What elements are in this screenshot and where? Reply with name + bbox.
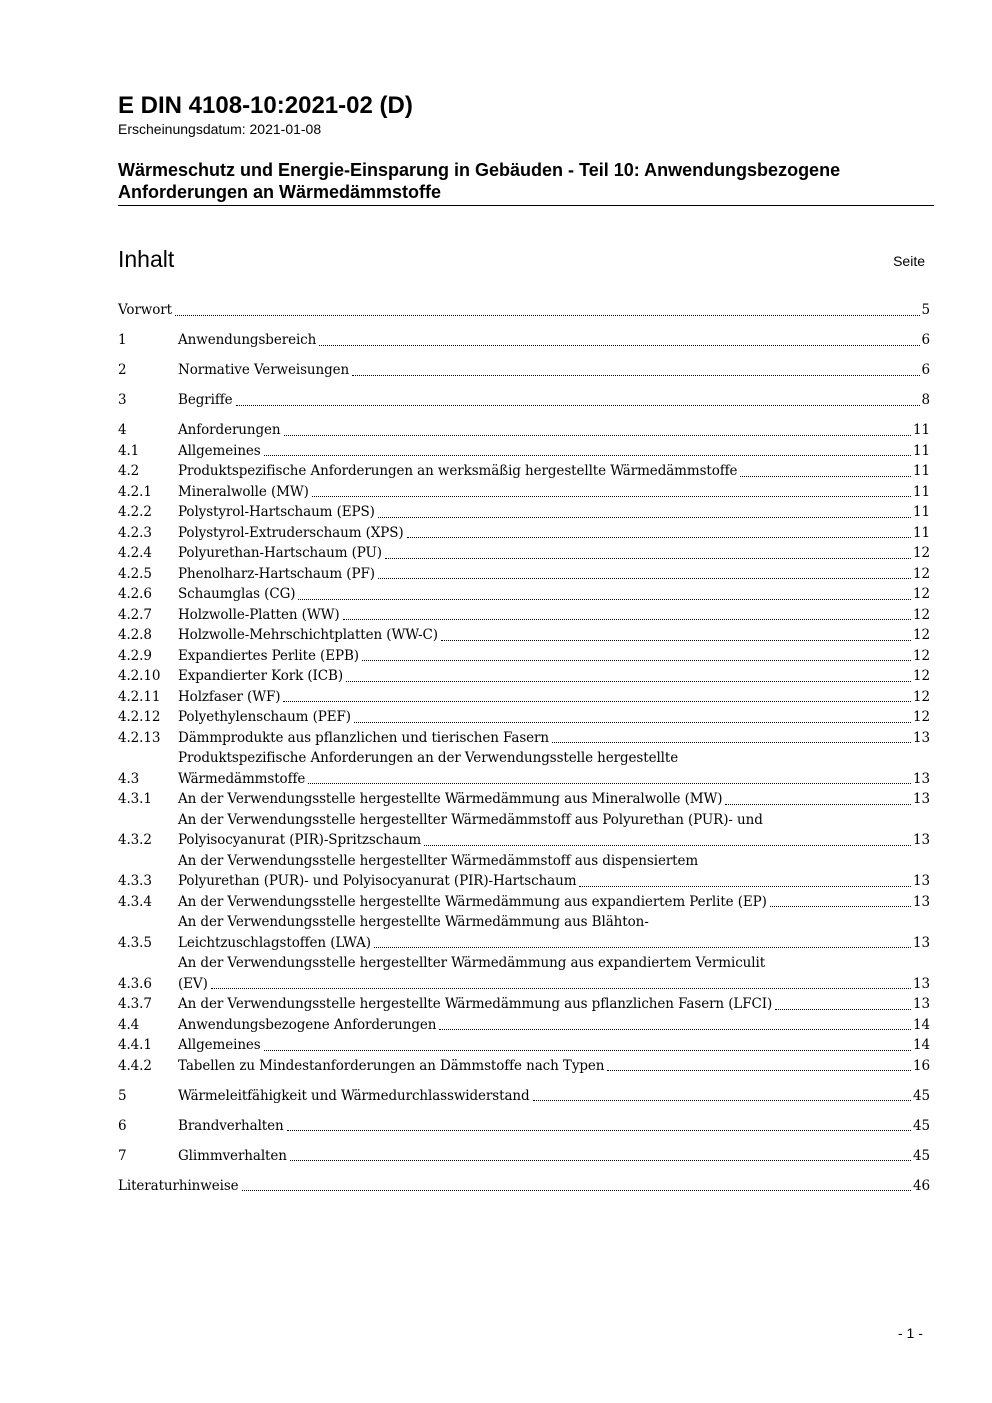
toc-entry-title: Polystyrol-Hartschaum (EPS) — [178, 504, 375, 520]
toc-entry-line — [178, 330, 930, 351]
toc-entry-line — [178, 543, 930, 564]
toc-entry-number: 4.4 — [118, 1016, 140, 1033]
toc-entry-line — [178, 974, 930, 995]
toc-entry-line — [178, 912, 930, 933]
toc-dot-leader — [441, 640, 911, 641]
toc-entry-line — [178, 1056, 930, 1077]
toc-entry[interactable] — [118, 1176, 930, 1197]
toc-entry-body — [178, 1146, 930, 1167]
toc-entry-line — [178, 707, 930, 728]
toc-entry-page: 12 — [913, 565, 930, 582]
toc-entry-page: 16 — [913, 1057, 930, 1074]
toc-entry-line — [178, 851, 930, 872]
toc-entry-page: 11 — [913, 463, 930, 479]
toc-entry-number: 4.2.4 — [118, 545, 152, 561]
toc-entry-line — [178, 441, 930, 462]
toc-entry-body — [178, 461, 930, 482]
toc-entry[interactable] — [118, 605, 930, 626]
toc-entry[interactable] — [118, 523, 930, 544]
toc-entry-title: Normative Verweisungen — [178, 362, 350, 378]
toc-entry-line — [178, 728, 930, 749]
toc-entry-body — [178, 543, 930, 564]
toc-entry-number: 4.1 — [118, 442, 140, 459]
toc-entry-body — [178, 953, 930, 994]
toc-entry-line — [178, 482, 930, 503]
toc-entry-title: Allgemeines — [178, 442, 261, 459]
toc-entry-number: 4.2.8 — [118, 627, 152, 643]
toc-entry-page: 13 — [913, 832, 930, 848]
toc-entry-body — [178, 728, 930, 749]
toc-entry-page: 12 — [913, 647, 930, 664]
toc-entry[interactable] — [118, 482, 930, 503]
toc-entry-body — [178, 502, 930, 523]
page-number: - 1 - — [898, 1325, 923, 1341]
toc-entry-line — [118, 300, 930, 321]
toc-entry-page: 13 — [913, 791, 930, 807]
toc-entry-line — [178, 564, 930, 585]
toc-entry-line — [178, 1035, 930, 1056]
toc-entry-title: Polystyrol-Extruderschaum (XPS) — [178, 524, 404, 541]
toc-entry[interactable] — [118, 1056, 930, 1077]
toc-entry-title: Leichtzuschlagstoffen (LWA) — [178, 934, 371, 951]
toc-entry-number: 4.2.13 — [118, 729, 161, 746]
toc-dot-leader — [312, 496, 911, 497]
toc-entry-body — [178, 1056, 930, 1077]
toc-entry-body — [178, 523, 930, 544]
toc-dot-leader — [740, 476, 911, 477]
toc-entry-body — [178, 1116, 930, 1137]
toc-entry-title: Polyurethan-Hartschaum (PU) — [178, 545, 382, 561]
toc-dot-leader — [236, 405, 920, 406]
toc-entry-page: 45 — [913, 1147, 930, 1164]
toc-entry-number: 4.3.4 — [118, 893, 152, 910]
toc-page-column-label: Seite — [893, 253, 925, 269]
toc-entry[interactable] — [118, 420, 930, 441]
toc-entry-title: Polyisocyanurat (PIR)-Spritzschaum — [178, 832, 422, 848]
toc-entry-body — [178, 605, 930, 626]
toc-entry-body — [178, 584, 930, 605]
toc-entry[interactable] — [118, 994, 930, 1015]
toc-dot-leader — [770, 906, 911, 907]
toc-entry-line — [178, 461, 930, 482]
toc-entry-page: 12 — [913, 688, 930, 705]
toc-heading: Inhalt — [118, 246, 175, 272]
toc-entry-number: 4.2.7 — [118, 606, 152, 623]
toc-entry-page: 12 — [913, 668, 930, 684]
toc-entry-page: 46 — [913, 1177, 930, 1194]
toc-entry-title: An der Verwendungsstelle hergestellter Wärmedämmung aus expandiertem Vermiculit — [178, 955, 766, 971]
toc-entry-number: 4.3.7 — [118, 996, 152, 1012]
toc-entry-line — [178, 646, 930, 667]
toc-dot-leader — [362, 660, 911, 661]
toc-entry-page: 13 — [913, 893, 930, 910]
toc-entry-title: An der Verwendungsstelle hergestellter Wärmedämmstoff aus dispensiertem — [178, 852, 699, 869]
toc-entry-line — [178, 1146, 930, 1167]
toc-dot-leader — [725, 804, 911, 805]
toc-dot-leader — [407, 537, 911, 538]
toc-entry-body — [178, 360, 930, 381]
toc-entry-page: 12 — [913, 627, 930, 643]
toc-entry-page: 11 — [913, 524, 930, 541]
toc-entry-title: Expandierter Kork (ICB) — [178, 668, 344, 684]
toc-entry[interactable] — [118, 892, 930, 913]
toc-dot-leader — [424, 845, 911, 846]
toc-entry-page: 8 — [921, 392, 930, 408]
toc-entry[interactable] — [118, 300, 930, 321]
toc-entry-title: Phenolharz-Hartschaum (PF) — [178, 565, 375, 582]
toc-entry-line — [178, 584, 930, 605]
toc-entry-body — [178, 851, 930, 892]
toc-entry-title: Brandverhalten — [178, 1117, 284, 1134]
toc-entry-page: 11 — [913, 504, 930, 520]
toc-dot-leader — [533, 1100, 911, 1101]
toc-entry-title: Dämmprodukte aus pflanzlichen und tierischen Fasern — [178, 729, 550, 746]
toc-dot-leader — [287, 1130, 911, 1131]
toc-entry[interactable] — [118, 646, 930, 667]
toc-entry-number: 4.2.2 — [118, 504, 152, 520]
toc-entry-title: Mineralwolle (MW) — [178, 483, 309, 500]
toc-entry-title: Literaturhinweise — [118, 1177, 239, 1194]
toc-entry-title: Glimmverhalten — [178, 1147, 287, 1164]
toc-entry-line — [178, 994, 930, 1015]
toc-dot-leader — [374, 947, 911, 948]
toc-entry-body — [178, 810, 930, 851]
table-of-contents — [118, 300, 930, 1196]
toc-entry-title: Holzwolle-Platten (WW) — [178, 606, 340, 623]
toc-entry-body — [178, 390, 930, 411]
toc-entry[interactable] — [118, 1035, 930, 1056]
toc-dot-leader — [343, 619, 911, 620]
toc-entry-line — [178, 748, 930, 769]
toc-entry-line — [178, 420, 930, 441]
toc-entry-number: 3 — [118, 392, 127, 408]
toc-entry-line — [178, 810, 930, 831]
toc-entry-page: 11 — [913, 442, 930, 459]
toc-entry-body — [178, 892, 930, 913]
toc-dot-leader — [264, 1050, 911, 1051]
toc-entry-title: An der Verwendungsstelle hergestellte Wärmedämmung aus Mineralwolle (MW) — [178, 791, 723, 807]
toc-entry-number: 4.2.6 — [118, 586, 152, 602]
toc-entry-number: 2 — [118, 362, 127, 378]
toc-entry-body — [178, 687, 930, 708]
toc-entry[interactable] — [118, 360, 930, 381]
toc-entry-page: 12 — [913, 586, 930, 602]
toc-entry[interactable] — [118, 666, 930, 687]
toc-entry-page: 12 — [913, 709, 930, 725]
toc-dot-leader — [211, 988, 911, 989]
toc-dot-leader — [290, 1160, 911, 1161]
toc-dot-leader — [308, 783, 911, 784]
toc-entry-title: Expandiertes Perlite (EPB) — [178, 647, 359, 664]
toc-entry-body — [178, 789, 930, 810]
toc-entry-page: 11 — [913, 422, 930, 438]
toc-dot-leader — [552, 742, 911, 743]
toc-entry-line — [178, 625, 930, 646]
document-title — [118, 159, 938, 203]
toc-entry-page: 13 — [913, 934, 930, 951]
toc-entry-page: 6 — [921, 362, 930, 378]
toc-entry-line — [178, 1086, 930, 1107]
toc-entry-number: 4.3.3 — [118, 873, 152, 889]
toc-dot-leader — [283, 701, 911, 702]
toc-entry-title: Polyurethan (PUR)- und Polyisocyanurat (PIR)-Hartschaum — [178, 873, 577, 889]
toc-entry[interactable] — [118, 1146, 930, 1167]
title-divider — [118, 205, 934, 206]
toc-entry-body — [178, 994, 930, 1015]
toc-entry-number: 4.2.5 — [118, 565, 152, 582]
toc-entry-title: Holzwolle-Mehrschichtplatten (WW-C) — [178, 627, 438, 643]
toc-entry-body — [178, 564, 930, 585]
toc-dot-leader — [354, 722, 911, 723]
toc-entry[interactable] — [118, 625, 930, 646]
toc-entry-line — [178, 523, 930, 544]
toc-entry[interactable] — [118, 810, 930, 851]
document-id: E DIN 4108-10:2021-02 (D) — [118, 92, 413, 119]
toc-entry-number: 4.3 — [118, 770, 140, 787]
toc-entry-title: Wärmeleitfähigkeit und Wärmedurchlasswiderstand — [178, 1087, 530, 1104]
toc-entry-page: 13 — [913, 770, 930, 787]
toc-entry-page: 14 — [913, 1016, 930, 1033]
toc-entry-number: 4.2.9 — [118, 647, 152, 664]
toc-entry[interactable] — [118, 748, 930, 789]
toc-entry-line — [178, 953, 930, 974]
toc-dot-leader — [284, 435, 911, 436]
toc-entry[interactable] — [118, 461, 930, 482]
toc-entry-page: 13 — [913, 975, 930, 992]
toc-entry-title: An der Verwendungsstelle hergestellte Wärmedämmung aus expandiertem Perlite (EP) — [178, 893, 767, 910]
toc-entry-number: 4.2.11 — [118, 688, 161, 705]
toc-entry-line — [178, 830, 930, 851]
toc-entry-number: 4 — [118, 422, 127, 438]
toc-entry-title: Schaumglas (CG) — [178, 586, 296, 602]
toc-entry-title: Anforderungen — [178, 422, 281, 438]
toc-entry-line — [178, 390, 930, 411]
toc-entry-page: 12 — [913, 606, 930, 623]
toc-entry-line — [178, 892, 930, 913]
toc-entry-line — [178, 502, 930, 523]
toc-dot-leader — [264, 455, 911, 456]
toc-entry-number: 4.4.1 — [118, 1037, 152, 1053]
toc-entry-title: Produktspezifische Anforderungen an der Verwendungsstelle hergestellte — [178, 750, 679, 766]
toc-entry-line — [178, 687, 930, 708]
toc-entry-number: 4.2.10 — [118, 668, 161, 684]
toc-entry-number: 5 — [118, 1087, 127, 1104]
toc-entry-number: 4.2.3 — [118, 524, 152, 541]
toc-dot-leader — [378, 578, 911, 579]
toc-entry-page: 11 — [913, 483, 930, 500]
toc-entry-title: Holzfaser (WF) — [178, 688, 281, 705]
toc-entry-title: An der Verwendungsstelle hergestellte Wärmedämmung aus pflanzlichen Fasern (LFCI) — [178, 996, 773, 1012]
toc-dot-leader — [242, 1190, 911, 1191]
toc-entry-number: 6 — [118, 1117, 127, 1134]
toc-entry[interactable] — [118, 390, 930, 411]
toc-entry-line — [178, 789, 930, 810]
toc-entry-line — [178, 933, 930, 954]
toc-entry-title: Anwendungsbezogene Anforderungen — [178, 1016, 437, 1033]
toc-entry-line — [178, 769, 930, 790]
toc-entry-title: Allgemeines — [178, 1037, 261, 1053]
toc-entry-line — [178, 871, 930, 892]
toc-entry[interactable] — [118, 707, 930, 728]
toc-entry-line — [118, 1176, 930, 1197]
toc-entry-body — [178, 441, 930, 462]
toc-entry-number: 4.2.1 — [118, 483, 152, 500]
toc-entry[interactable] — [118, 687, 930, 708]
toc-entry-body — [178, 1086, 930, 1107]
toc-entry-body — [178, 482, 930, 503]
toc-entry-body — [178, 1035, 930, 1056]
document-title-line-1: Wärmeschutz und Energie-Einsparung in Gebäuden - Teil 10: Anwendungsbezogene — [118, 160, 841, 180]
toc-entry-body — [178, 330, 930, 351]
toc-entry-page: 13 — [913, 996, 930, 1012]
toc-entry-title: Vorwort — [118, 302, 172, 318]
toc-entry-number: 4.3.1 — [118, 791, 152, 807]
toc-entry-number: 7 — [118, 1147, 127, 1164]
toc-entry-line — [178, 666, 930, 687]
toc-entry-page: 14 — [913, 1037, 930, 1053]
toc-entry-page: 5 — [921, 302, 930, 318]
toc-entry-body — [178, 912, 930, 953]
toc-entry[interactable] — [118, 789, 930, 810]
toc-entry-number: 4.3.2 — [118, 832, 152, 848]
toc-dot-leader — [775, 1009, 911, 1010]
publication-date: Erscheinungsdatum: 2021-01-08 — [118, 121, 322, 137]
toc-entry-title: Anwendungsbereich — [178, 332, 317, 348]
toc-entry-number: 4.3.6 — [118, 975, 152, 992]
toc-entry-page: 12 — [913, 545, 930, 561]
toc-entry-body — [118, 300, 930, 321]
toc-entry-body — [178, 625, 930, 646]
toc-dot-leader — [175, 315, 920, 316]
toc-dot-leader — [298, 599, 911, 600]
toc-dot-leader — [579, 886, 911, 887]
toc-dot-leader — [346, 681, 911, 682]
toc-entry-body — [178, 420, 930, 441]
toc-entry-title: Wärmedämmstoffe — [178, 770, 306, 787]
toc-entry-body — [118, 1176, 930, 1197]
toc-entry[interactable] — [118, 564, 930, 585]
toc-entry[interactable] — [118, 502, 930, 523]
toc-entry[interactable] — [118, 953, 930, 994]
toc-entry-body — [178, 1015, 930, 1036]
toc-entry-number: 1 — [118, 332, 127, 348]
toc-entry-line — [178, 1116, 930, 1137]
toc-entry[interactable] — [118, 441, 930, 462]
toc-entry-title: An der Verwendungsstelle hergestellter Wärmedämmstoff aus Polyurethan (PUR)- und — [178, 811, 763, 828]
toc-entry-page: 45 — [913, 1087, 930, 1104]
toc-entry-title: An der Verwendungsstelle hergestellte Wärmedämmung aus Blähton- — [178, 914, 649, 930]
toc-entry[interactable] — [118, 330, 930, 351]
toc-entry-title: Produktspezifische Anforderungen an werksmäßig hergestellte Wärmedämmstoffe — [178, 463, 738, 479]
toc-dot-leader — [385, 558, 911, 559]
toc-entry-number: 4.4.2 — [118, 1057, 152, 1074]
toc-dot-leader — [439, 1029, 911, 1030]
toc-entry-page: 6 — [921, 332, 930, 348]
toc-entry-number: 4.3.5 — [118, 934, 152, 951]
toc-entry[interactable] — [118, 851, 930, 892]
document-title-line-2: Anforderungen an Wärmedämmstoffe — [118, 182, 442, 202]
toc-dot-leader — [319, 345, 919, 346]
toc-entry-title: (EV) — [178, 975, 208, 992]
toc-entry[interactable] — [118, 1015, 930, 1036]
toc-entry-body — [178, 748, 930, 789]
toc-entry-line — [178, 360, 930, 381]
toc-dot-leader — [352, 375, 919, 376]
toc-entry-title: Polyethylenschaum (PEF) — [178, 709, 351, 725]
toc-entry-page: 45 — [913, 1117, 930, 1134]
toc-entry[interactable] — [118, 543, 930, 564]
toc-entry-body — [178, 707, 930, 728]
toc-entry-page: 13 — [913, 873, 930, 889]
toc-entry[interactable] — [118, 912, 930, 953]
toc-entry-title: Tabellen zu Mindestanforderungen an Dämmstoffe nach Typen — [178, 1057, 605, 1074]
toc-entry-line — [178, 605, 930, 626]
toc-entry-page: 13 — [913, 729, 930, 746]
toc-entry[interactable] — [118, 584, 930, 605]
toc-entry-line — [178, 1015, 930, 1036]
toc-entry[interactable] — [118, 1086, 930, 1107]
toc-entry-body — [178, 646, 930, 667]
toc-entry-number: 4.2 — [118, 463, 140, 479]
toc-dot-leader — [607, 1070, 911, 1071]
toc-entry-title: Begriffe — [178, 392, 233, 408]
toc-entry-number: 4.2.12 — [118, 709, 161, 725]
toc-entry-body — [178, 666, 930, 687]
toc-dot-leader — [378, 517, 911, 518]
toc-entry[interactable] — [118, 728, 930, 749]
toc-entry[interactable] — [118, 1116, 930, 1137]
